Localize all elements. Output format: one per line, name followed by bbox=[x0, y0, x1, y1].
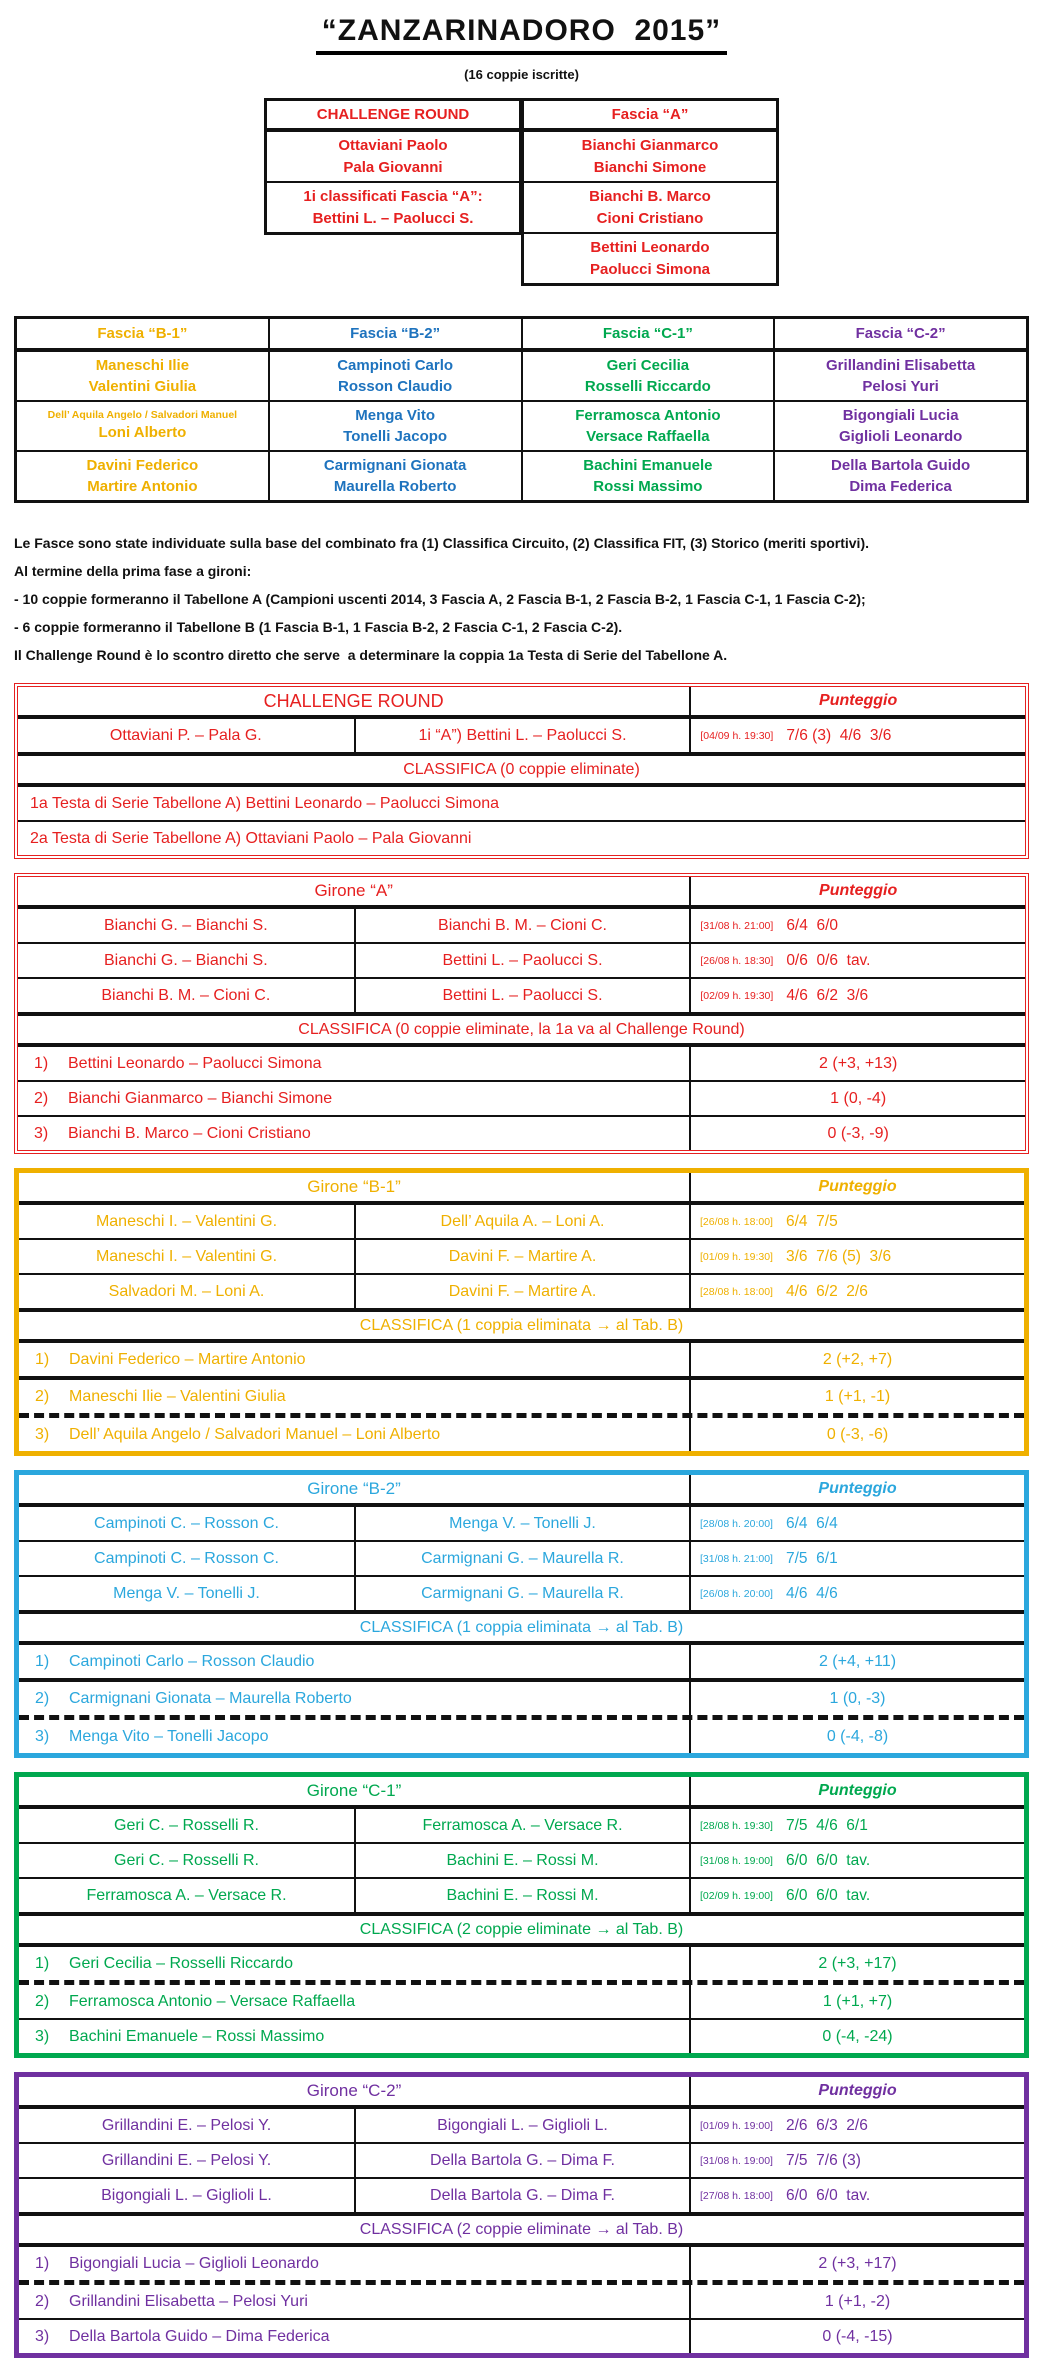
match-team2: Della Bartola G. – Dima F. bbox=[354, 2179, 689, 2212]
player-name: Versace Raffaella bbox=[586, 428, 710, 445]
fascia-team-cell bbox=[775, 450, 1026, 500]
ranking-position: 3) bbox=[35, 2027, 50, 2045]
ranking-position: 1) bbox=[34, 1054, 49, 1072]
ranking-row bbox=[19, 1947, 1024, 1980]
ranking-points: 1 (0, -3) bbox=[689, 1682, 1024, 1715]
fascia-team-cell bbox=[270, 400, 521, 450]
note-line: Le Fasce sono state individuate sulla base del combinato fra (1) Classifica Circuito, (2) Classifica FIT, (3) Storico (meriti sportivi). bbox=[14, 535, 869, 551]
ranking-name-cell bbox=[18, 1082, 689, 1115]
ranking-points: 0 (-3, -6) bbox=[689, 1418, 1024, 1451]
match-row bbox=[19, 1842, 1024, 1877]
bracket-team-cell bbox=[524, 132, 776, 181]
challenge-round-bracket-table bbox=[14, 98, 1029, 286]
match-date: [28/08 h. 18:00] bbox=[700, 1285, 773, 1298]
match-score-cell bbox=[689, 1275, 1024, 1308]
ranking-team-name: Menga Vito – Tonelli Jacopo bbox=[69, 1727, 269, 1745]
match-row bbox=[18, 719, 1025, 752]
match-row bbox=[19, 1877, 1024, 1912]
ranking-position: 3) bbox=[34, 1124, 49, 1142]
punteggio-header: Punteggio bbox=[689, 687, 1025, 715]
match-score-cell bbox=[689, 1809, 1024, 1842]
ranking-row bbox=[19, 1678, 1024, 1715]
match-score: 2/6 6/3 2/6 bbox=[785, 2116, 868, 2134]
match-date: [02/09 h. 19:00] bbox=[700, 1889, 773, 1902]
ranking-name-cell bbox=[19, 1380, 689, 1413]
fascia-column-header: Fascia “B-2” bbox=[270, 319, 521, 352]
ranking-name-cell bbox=[19, 1985, 689, 2018]
results-table-challenge-round bbox=[14, 683, 1029, 859]
ranking-points: 1 (+1, -1) bbox=[689, 1380, 1024, 1413]
match-row bbox=[19, 1540, 1024, 1575]
player-name: Maurella Roberto bbox=[333, 478, 457, 495]
match-score: 4/6 6/2 3/6 bbox=[786, 986, 869, 1004]
ranking-row bbox=[18, 1047, 1025, 1080]
match-date: [31/08 h. 21:00] bbox=[700, 1552, 773, 1565]
match-team1: Campinoti C. – Rosson C. bbox=[94, 1549, 279, 1567]
results-table-girone-b2 bbox=[14, 1470, 1029, 1758]
match-score-cell bbox=[689, 2179, 1024, 2212]
ranking-points: 0 (-4, -15) bbox=[689, 2320, 1024, 2353]
player-name: Giglioli Leonardo bbox=[838, 428, 963, 445]
ranking-name-cell bbox=[19, 1645, 689, 1678]
match-row bbox=[19, 2177, 1024, 2212]
match-row bbox=[18, 977, 1025, 1012]
ranking-row bbox=[18, 1080, 1025, 1115]
note-line: Il Challenge Round è lo scontro diretto che serve a determinare la coppia 1a Testa di Serie del Tabellone A. bbox=[14, 647, 728, 663]
player-name: Pala Giovanni bbox=[343, 158, 443, 176]
match-score-cell bbox=[689, 1240, 1024, 1273]
match-score-cell bbox=[689, 1577, 1024, 1610]
ranking-row bbox=[19, 2247, 1024, 2280]
girone-results-tables bbox=[14, 683, 1029, 2358]
note-line: - 6 coppie formeranno il Tabellone B (1 Fascia B-1, 1 Fascia B-2, 2 Fascia C-1, 2 Fascia C-2). bbox=[14, 619, 623, 635]
match-date: [04/09 h. 19:30] bbox=[700, 729, 774, 742]
fascia-team-cell bbox=[775, 352, 1026, 400]
ranking-name-cell bbox=[19, 1947, 689, 1980]
ranking-row bbox=[19, 2318, 1024, 2353]
ranking-team-name: Bigongiali Lucia – Giglioli Leonardo bbox=[69, 2254, 319, 2272]
player-name: Valentini Giulia bbox=[88, 378, 197, 395]
ranking-row bbox=[19, 1413, 1024, 1451]
match-date: [31/08 h. 19:00] bbox=[700, 1854, 773, 1867]
match-row bbox=[19, 1809, 1024, 1842]
ranking-row bbox=[19, 1376, 1024, 1413]
ranking-position: 1) bbox=[35, 1652, 50, 1670]
match-score-cell bbox=[689, 979, 1025, 1012]
match-team2: Bettini L. – Paolucci S. bbox=[354, 979, 690, 1012]
ranking-position: 2) bbox=[34, 1089, 49, 1107]
ranking-team-name: Davini Federico – Martire Antonio bbox=[69, 1350, 306, 1368]
ranking-row bbox=[19, 2018, 1024, 2053]
table-header-row bbox=[19, 1777, 1024, 1809]
match-team2: Davini F. – Martire A. bbox=[354, 1240, 689, 1273]
ranking-position: 2) bbox=[35, 1387, 50, 1405]
ranking-position: 2) bbox=[35, 2292, 50, 2310]
note-line: Al termine della prima fase a gironi: bbox=[14, 563, 252, 579]
ranking-position: 3) bbox=[35, 1727, 50, 1745]
punteggio-header: Punteggio bbox=[689, 2077, 1024, 2105]
page-subtitle: (16 coppie iscritte) bbox=[464, 67, 579, 82]
fascia-column-header: Fascia “C-1” bbox=[523, 319, 774, 352]
ranking-points: 0 (-3, -9) bbox=[689, 1117, 1025, 1150]
player-name: Bachini Emanuele bbox=[583, 457, 713, 474]
match-score-cell bbox=[689, 1879, 1024, 1912]
fascia-team-cell bbox=[270, 450, 521, 500]
ranking-position: 1) bbox=[35, 1954, 50, 1972]
ranking-points: 2 (+2, +7) bbox=[689, 1343, 1024, 1376]
punteggio-header: Punteggio bbox=[689, 1475, 1024, 1503]
player-name: Ottaviani Paolo bbox=[338, 136, 448, 154]
match-team1: Bigongiali L. – Giglioli L. bbox=[101, 2186, 272, 2204]
results-table-girone-c1 bbox=[14, 1772, 1029, 2058]
ranking-row bbox=[19, 1715, 1024, 1753]
fascia-column bbox=[268, 319, 521, 500]
ranking-team-name: Bachini Emanuele – Rossi Massimo bbox=[69, 2027, 325, 2045]
match-date: [26/08 h. 18:00] bbox=[700, 1215, 773, 1228]
table-header-row bbox=[19, 1173, 1024, 1205]
ranking-team-name: Bettini Leonardo – Paolucci Simona bbox=[68, 1054, 322, 1072]
ranking-name-cell bbox=[19, 2320, 689, 2353]
match-team2: Della Bartola G. – Dima F. bbox=[354, 2144, 689, 2177]
match-team1: Grillandini E. – Pelosi Y. bbox=[101, 2116, 272, 2134]
fascia-column bbox=[773, 319, 1026, 500]
ranking-row bbox=[19, 1343, 1024, 1376]
table-title: Girone “C-2” bbox=[306, 2081, 402, 2100]
player-name: Dima Federica bbox=[849, 478, 952, 495]
player-name: Bettini L. – Paolucci S. bbox=[312, 209, 474, 227]
bracket-team-cell bbox=[267, 132, 519, 181]
bracket-column bbox=[521, 98, 779, 286]
player-name: Bianchi Simone bbox=[593, 158, 707, 176]
player-name: Menga Vito bbox=[355, 407, 435, 424]
seed-row: 2a Testa di Serie Tabellone A) Ottaviani Paolo – Pala Giovanni bbox=[18, 820, 1025, 855]
match-score: 6/0 6/0 tav. bbox=[785, 1886, 871, 1904]
match-team2: Bianchi B. M. – Cioni C. bbox=[354, 909, 690, 942]
match-date: [26/08 h. 20:00] bbox=[700, 1587, 773, 1600]
match-row bbox=[19, 1205, 1024, 1238]
results-table-girone-a bbox=[14, 873, 1029, 1154]
match-score: 7/6 (3) 4/6 3/6 bbox=[786, 726, 892, 744]
player-name: Martire Antonio bbox=[87, 478, 198, 495]
player-name: Bianchi B. Marco bbox=[589, 187, 711, 205]
table-title: Girone “B-1” bbox=[307, 1177, 401, 1196]
match-date: [26/08 h. 18:30] bbox=[700, 954, 774, 967]
table-header-row bbox=[19, 2077, 1024, 2109]
match-score: 0/6 0/6 tav. bbox=[786, 951, 871, 969]
ranking-team-name: Dell’ Aquila Angelo / Salvadori Manuel – Loni Alberto bbox=[69, 1425, 441, 1443]
ranking-position: 3) bbox=[35, 2327, 50, 2345]
ranking-name-cell bbox=[19, 2285, 689, 2318]
match-team1: Bianchi G. – Bianchi S. bbox=[104, 916, 268, 934]
match-score: 7/5 4/6 6/1 bbox=[785, 1816, 868, 1834]
match-date: [01/09 h. 19:30] bbox=[700, 1250, 773, 1263]
classifica-header-row: CLASSIFICA (1 coppia eliminata → al Tab. B) bbox=[19, 1610, 1024, 1645]
match-row bbox=[19, 1575, 1024, 1610]
match-date: [27/08 h. 18:00] bbox=[700, 2189, 773, 2202]
match-score: 6/4 6/0 bbox=[786, 916, 839, 934]
match-team2: Carmignani G. – Maurella R. bbox=[354, 1577, 689, 1610]
ranking-name-cell bbox=[19, 1720, 689, 1753]
match-score: 7/5 6/1 bbox=[785, 1549, 838, 1567]
player-name: Davini Federico bbox=[86, 457, 199, 474]
player-name: Bigongiali Lucia bbox=[842, 407, 959, 424]
ranking-team-name: Bianchi B. Marco – Cioni Cristiano bbox=[68, 1124, 311, 1142]
match-date: [02/09 h. 19:30] bbox=[700, 989, 774, 1002]
match-team2: Bigongiali L. – Giglioli L. bbox=[354, 2109, 689, 2142]
bracket-column bbox=[264, 98, 521, 235]
match-score-cell bbox=[689, 2109, 1024, 2142]
player-name: Campinoti Carlo bbox=[337, 357, 454, 374]
rules-notes bbox=[14, 529, 1029, 669]
ranking-position: 2) bbox=[35, 1992, 50, 2010]
player-name: Dell’ Aquila Angelo / Salvadori Manuel bbox=[47, 408, 238, 421]
match-team1: Geri C. – Rosselli R. bbox=[114, 1816, 259, 1834]
match-team1: Geri C. – Rosselli R. bbox=[114, 1851, 259, 1869]
match-score: 7/5 7/6 (3) bbox=[785, 2151, 861, 2169]
fascia-team-cell bbox=[17, 352, 268, 400]
player-name: Carmignani Gionata bbox=[323, 457, 467, 474]
match-score: 4/6 6/2 2/6 bbox=[785, 1282, 868, 1300]
ranking-team-name: Della Bartola Guido – Dima Federica bbox=[69, 2327, 330, 2345]
match-date: [31/08 h. 19:00] bbox=[700, 2154, 773, 2167]
ranking-position: 2) bbox=[35, 1689, 50, 1707]
match-date: [01/09 h. 19:00] bbox=[700, 2119, 773, 2132]
match-team2: Dell’ Aquila A. – Loni A. bbox=[354, 1205, 689, 1238]
fascia-team-cell bbox=[17, 400, 268, 450]
punteggio-header: Punteggio bbox=[689, 1777, 1024, 1805]
ranking-points: 2 (+3, +17) bbox=[689, 2247, 1024, 2280]
match-score-cell bbox=[689, 1507, 1024, 1540]
match-score-cell bbox=[689, 2144, 1024, 2177]
player-name: Maneschi Ilie bbox=[95, 357, 190, 374]
match-team2: Davini F. – Martire A. bbox=[354, 1275, 689, 1308]
match-score-cell bbox=[689, 1542, 1024, 1575]
fascia-column-header: Fascia “C-2” bbox=[775, 319, 1026, 352]
match-row bbox=[19, 2142, 1024, 2177]
ranking-points: 0 (-4, -8) bbox=[689, 1720, 1024, 1753]
ranking-row bbox=[19, 1645, 1024, 1678]
fascia-team-cell bbox=[523, 352, 774, 400]
classifica-header-row: CLASSIFICA (0 coppie eliminate, la 1a va al Challenge Round) bbox=[18, 1012, 1025, 1047]
match-team1: Maneschi I. – Valentini G. bbox=[95, 1247, 278, 1265]
player-name: Rossi Massimo bbox=[593, 478, 703, 495]
ranking-team-name: Grillandini Elisabetta – Pelosi Yuri bbox=[69, 2292, 308, 2310]
match-score: 6/0 6/0 tav. bbox=[785, 1851, 871, 1869]
fascia-column-header: Fascia “B-1” bbox=[17, 319, 268, 352]
ranking-position: 1) bbox=[35, 2254, 50, 2272]
ranking-name-cell bbox=[19, 1418, 689, 1451]
ranking-points: 2 (+3, +17) bbox=[689, 1947, 1024, 1980]
fascia-team-cell bbox=[17, 450, 268, 500]
bracket-column-header: CHALLENGE ROUND bbox=[267, 101, 519, 132]
results-table-girone-b1 bbox=[14, 1168, 1029, 1456]
match-score: 6/4 7/5 bbox=[785, 1212, 838, 1230]
match-team1: Ottaviani P. – Pala G. bbox=[109, 726, 262, 744]
bracket-team-cell bbox=[524, 181, 776, 232]
ranking-points: 1 (0, -4) bbox=[689, 1082, 1025, 1115]
seed-row: 1a Testa di Serie Tabellone A) Bettini Leonardo – Paolucci Simona bbox=[30, 794, 500, 812]
fascia-column bbox=[17, 319, 268, 500]
player-name: Geri Cecilia bbox=[606, 357, 690, 374]
match-score-cell bbox=[689, 944, 1025, 977]
match-date: [28/08 h. 19:30] bbox=[700, 1819, 773, 1832]
ranking-team-name: Ferramosca Antonio – Versace Raffaella bbox=[69, 1992, 356, 2010]
match-team2: Menga V. – Tonelli J. bbox=[354, 1507, 689, 1540]
match-team1: Menga V. – Tonelli J. bbox=[113, 1584, 260, 1602]
fascia-team-cell bbox=[775, 400, 1026, 450]
ranking-name-cell bbox=[19, 2247, 689, 2280]
match-score: 3/6 7/6 (5) 3/6 bbox=[785, 1247, 892, 1265]
ranking-points: 1 (+1, -2) bbox=[689, 2285, 1024, 2318]
player-name: Cioni Cristiano bbox=[596, 209, 704, 227]
player-name: 1i classificati Fascia “A”: bbox=[303, 187, 483, 205]
player-name: Ferramosca Antonio bbox=[575, 407, 721, 424]
ranking-row bbox=[18, 1115, 1025, 1150]
ranking-team-name: Campinoti Carlo – Rosson Claudio bbox=[69, 1652, 315, 1670]
table-title: CHALLENGE ROUND bbox=[263, 690, 444, 711]
classifica-header-row: CLASSIFICA (2 coppie eliminate → al Tab. B) bbox=[19, 1912, 1024, 1947]
classifica-header-row: CLASSIFICA (0 coppie eliminate) bbox=[18, 752, 1025, 787]
ranking-points: 0 (-4, -24) bbox=[689, 2020, 1024, 2053]
match-team1: Bianchi B. M. – Cioni C. bbox=[101, 986, 271, 1004]
match-team2: Ferramosca A. – Versace R. bbox=[354, 1809, 689, 1842]
ranking-name-cell bbox=[19, 1682, 689, 1715]
bracket-team-cell bbox=[524, 232, 776, 283]
classifica-header-row: CLASSIFICA (1 coppia eliminata → al Tab. B) bbox=[19, 1308, 1024, 1343]
table-header-row bbox=[18, 877, 1025, 909]
match-team1: Bianchi G. – Bianchi S. bbox=[104, 951, 268, 969]
match-score-cell bbox=[689, 909, 1025, 942]
player-name: Grillandini Elisabetta bbox=[826, 357, 976, 374]
page-title: “ZANZARINADORO 2015” bbox=[316, 14, 727, 55]
fascia-team-cell bbox=[523, 450, 774, 500]
match-team2: Bachini E. – Rossi M. bbox=[354, 1879, 689, 1912]
match-date: [31/08 h. 21:00] bbox=[700, 919, 774, 932]
ranking-position: 3) bbox=[35, 1425, 50, 1443]
fascia-groups-table bbox=[14, 316, 1029, 503]
player-name: Tonelli Jacopo bbox=[343, 428, 448, 445]
table-header-row bbox=[18, 687, 1025, 719]
match-team2: 1i “A”) Bettini L. – Paolucci S. bbox=[354, 719, 690, 752]
punteggio-header: Punteggio bbox=[689, 877, 1025, 905]
ranking-team-name: Maneschi Ilie – Valentini Giulia bbox=[69, 1387, 286, 1405]
match-row bbox=[19, 1507, 1024, 1540]
match-team1: Grillandini E. – Pelosi Y. bbox=[101, 2151, 272, 2169]
ranking-points: 1 (+1, +7) bbox=[689, 1985, 1024, 2018]
match-score-cell bbox=[689, 1205, 1024, 1238]
match-row bbox=[18, 942, 1025, 977]
table-header-row bbox=[19, 1475, 1024, 1507]
bracket-team-cell bbox=[267, 181, 519, 232]
match-row bbox=[18, 909, 1025, 942]
match-team2: Bettini L. – Paolucci S. bbox=[354, 944, 690, 977]
match-row bbox=[19, 1238, 1024, 1273]
punteggio-header: Punteggio bbox=[689, 1173, 1024, 1201]
ranking-team-name: Carmignani Gionata – Maurella Roberto bbox=[69, 1689, 352, 1707]
player-name: Rosselli Riccardo bbox=[584, 378, 711, 395]
results-table-girone-c2 bbox=[14, 2072, 1029, 2358]
player-name: Paolucci Simona bbox=[589, 260, 711, 278]
player-name: Bianchi Gianmarco bbox=[581, 136, 719, 154]
match-team2: Carmignani G. – Maurella R. bbox=[354, 1542, 689, 1575]
ranking-position: 1) bbox=[35, 1350, 50, 1368]
ranking-row bbox=[19, 1980, 1024, 2018]
ranking-name-cell bbox=[18, 1117, 689, 1150]
match-row bbox=[19, 2109, 1024, 2142]
table-title: Girone “B-2” bbox=[307, 1479, 401, 1498]
bracket-column-header: Fascia “A” bbox=[524, 101, 776, 132]
match-score: 4/6 4/6 bbox=[785, 1584, 838, 1602]
match-score: 6/4 6/4 bbox=[785, 1514, 838, 1532]
fascia-team-cell bbox=[270, 352, 521, 400]
match-team1: Maneschi I. – Valentini G. bbox=[95, 1212, 278, 1230]
player-name: Pelosi Yuri bbox=[862, 378, 939, 395]
table-title: Girone “A” bbox=[314, 881, 393, 900]
player-name: Loni Alberto bbox=[98, 424, 187, 442]
match-row bbox=[19, 1273, 1024, 1308]
match-score: 6/0 6/0 tav. bbox=[785, 2186, 871, 2204]
match-date: [28/08 h. 20:00] bbox=[700, 1517, 773, 1530]
match-team2: Bachini E. – Rossi M. bbox=[354, 1844, 689, 1877]
match-team1: Ferramosca A. – Versace R. bbox=[86, 1886, 287, 1904]
title-wrap bbox=[14, 14, 1029, 55]
ranking-row bbox=[19, 2280, 1024, 2318]
match-team1: Campinoti C. – Rosson C. bbox=[94, 1514, 279, 1532]
player-name: Rosson Claudio bbox=[338, 378, 453, 395]
player-name: Della Bartola Guido bbox=[831, 457, 971, 474]
player-name: Bettini Leonardo bbox=[590, 238, 710, 256]
match-score-cell bbox=[689, 719, 1025, 752]
ranking-team-name: Geri Cecilia – Rosselli Riccardo bbox=[69, 1954, 294, 1972]
match-score-cell bbox=[689, 1844, 1024, 1877]
fascia-column bbox=[521, 319, 774, 500]
classifica-header-row: CLASSIFICA (2 coppie eliminate → al Tab. B) bbox=[19, 2212, 1024, 2247]
note-line: - 10 coppie formeranno il Tabellone A (Campioni uscenti 2014, 3 Fascia A, 2 Fascia B-1, 2 Fascia B-2, 1 Fascia C-1, 1 Fascia C-2); bbox=[14, 591, 866, 607]
fascia-team-cell bbox=[523, 400, 774, 450]
ranking-team-name: Bianchi Gianmarco – Bianchi Simone bbox=[68, 1089, 333, 1107]
match-team1: Salvadori M. – Loni A. bbox=[108, 1282, 265, 1300]
ranking-name-cell bbox=[19, 2020, 689, 2053]
ranking-name-cell bbox=[18, 1047, 689, 1080]
ranking-points: 2 (+4, +11) bbox=[689, 1645, 1024, 1678]
ranking-name-cell bbox=[19, 1343, 689, 1376]
table-title: Girone “C-1” bbox=[306, 1781, 402, 1800]
ranking-points: 2 (+3, +13) bbox=[689, 1047, 1025, 1080]
